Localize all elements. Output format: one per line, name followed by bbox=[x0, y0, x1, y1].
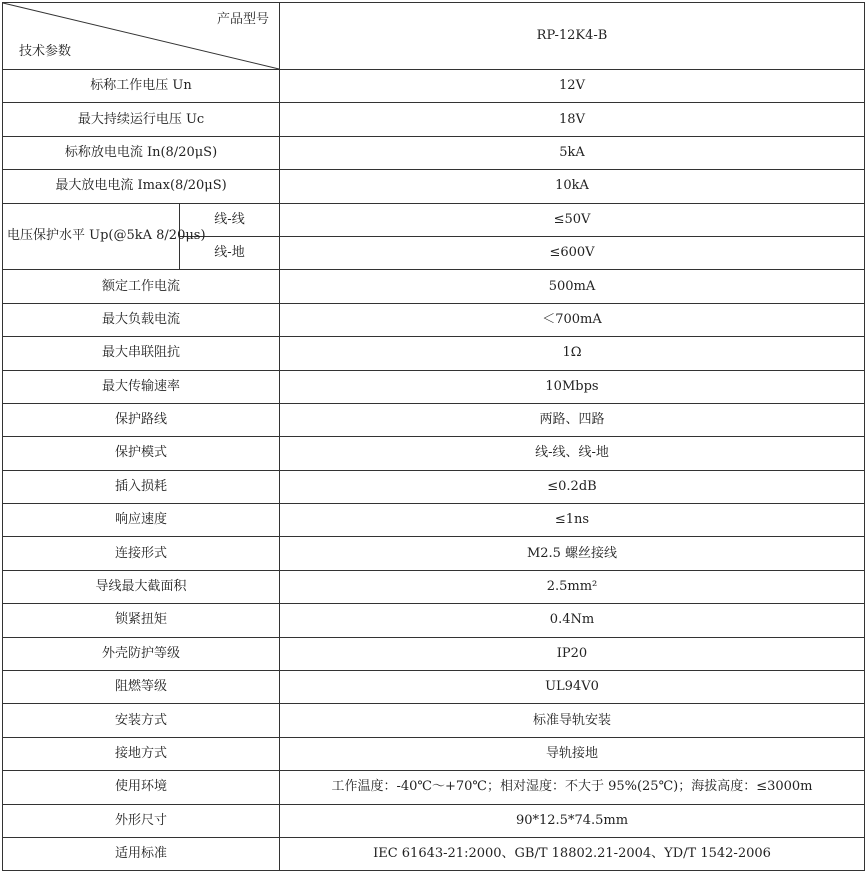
table-row bbox=[3, 771, 865, 804]
value-cell: 工作温度：-40℃～+70℃；相对湿度：不大于 95%(25℃)；海拔高度：≤3000m bbox=[280, 771, 865, 804]
value-cell: 500mA bbox=[280, 270, 865, 303]
param-cell: 额定工作电流 bbox=[3, 270, 280, 303]
table-row bbox=[3, 70, 865, 103]
param-cell: 最大持续运行电压 Uc bbox=[3, 103, 280, 136]
param-cell: 保护模式 bbox=[3, 437, 280, 470]
mode-cell: 线-地 bbox=[180, 236, 280, 269]
table-row bbox=[3, 203, 865, 236]
param-cell: 保护路线 bbox=[3, 403, 280, 436]
table-row bbox=[3, 837, 865, 870]
header-row bbox=[3, 3, 865, 70]
table-row bbox=[3, 303, 865, 336]
param-cell: 接地方式 bbox=[3, 737, 280, 770]
table-row bbox=[3, 103, 865, 136]
table-row bbox=[3, 671, 865, 704]
param-cell: 阻燃等级 bbox=[3, 671, 280, 704]
table-row bbox=[3, 804, 865, 837]
table-row bbox=[3, 170, 865, 203]
param-cell: 外形尺寸 bbox=[3, 804, 280, 837]
value-cell: 1Ω bbox=[280, 337, 865, 370]
value-cell: 2.5mm² bbox=[280, 570, 865, 603]
param-cell: 使用环境 bbox=[3, 771, 280, 804]
table-row bbox=[3, 370, 865, 403]
value-cell: IEC 61643-21:2000、GB/T 18802.21-2004、YD/T 1542-2006 bbox=[280, 837, 865, 870]
value-cell: ＜700mA bbox=[280, 303, 865, 336]
param-cell: 响应速度 bbox=[3, 504, 280, 537]
value-cell: 10Mbps bbox=[280, 370, 865, 403]
table-row bbox=[3, 604, 865, 637]
param-cell: 标称放电电流 In(8/20μS) bbox=[3, 136, 280, 169]
table-row bbox=[3, 470, 865, 503]
diagonal-header-cell bbox=[3, 3, 280, 70]
value-cell: 线-线、线-地 bbox=[280, 437, 865, 470]
param-cell: 最大负载电流 bbox=[3, 303, 280, 336]
mode-cell: 线-线 bbox=[180, 203, 280, 236]
table-row bbox=[3, 737, 865, 770]
param-cell: 锁紧扭矩 bbox=[3, 604, 280, 637]
value-cell: UL94V0 bbox=[280, 671, 865, 704]
param-cell: 导线最大截面积 bbox=[3, 570, 280, 603]
param-cell: 适用标准 bbox=[3, 837, 280, 870]
value-cell: 导轨接地 bbox=[280, 737, 865, 770]
value-cell: 标准导轨安装 bbox=[280, 704, 865, 737]
model-value: RP-12K4-B bbox=[280, 3, 865, 70]
table-row bbox=[3, 337, 865, 370]
value-cell: M2.5 螺丝接线 bbox=[280, 537, 865, 570]
table-row bbox=[3, 270, 865, 303]
table-row bbox=[3, 437, 865, 470]
value-cell: 90*12.5*74.5mm bbox=[280, 804, 865, 837]
value-cell: 12V bbox=[280, 70, 865, 103]
value-cell: 两路、四路 bbox=[280, 403, 865, 436]
table-row bbox=[3, 637, 865, 670]
param-cell: 最大传输速率 bbox=[3, 370, 280, 403]
param-cell: 标称工作电压 Un bbox=[3, 70, 280, 103]
value-cell: ≤600V bbox=[280, 236, 865, 269]
param-cell: 插入损耗 bbox=[3, 470, 280, 503]
table-row bbox=[3, 504, 865, 537]
spec-table bbox=[2, 2, 865, 871]
table-row bbox=[3, 403, 865, 436]
value-cell: ≤1ns bbox=[280, 504, 865, 537]
table-row bbox=[3, 537, 865, 570]
value-cell: ≤50V bbox=[280, 203, 865, 236]
param-cell: 最大串联阻抗 bbox=[3, 337, 280, 370]
param-label: 技术参数 bbox=[19, 44, 72, 59]
value-cell: 18V bbox=[280, 103, 865, 136]
value-cell: 5kA bbox=[280, 136, 865, 169]
param-cell: 外壳防护等级 bbox=[3, 637, 280, 670]
param-cell: 连接形式 bbox=[3, 537, 280, 570]
param-cell: 安装方式 bbox=[3, 704, 280, 737]
param-cell: 最大放电电流 Imax(8/20μS) bbox=[3, 170, 280, 203]
value-cell: IP20 bbox=[280, 637, 865, 670]
table-row bbox=[3, 570, 865, 603]
table-row bbox=[3, 704, 865, 737]
model-label: 产品型号 bbox=[216, 12, 269, 27]
table-row bbox=[3, 136, 865, 169]
voltage-protection-label: 电压保护水平 Up(@5kA 8/20μs) bbox=[3, 203, 180, 270]
value-cell: ≤0.2dB bbox=[280, 470, 865, 503]
value-cell: 0.4Nm bbox=[280, 604, 865, 637]
value-cell: 10kA bbox=[280, 170, 865, 203]
